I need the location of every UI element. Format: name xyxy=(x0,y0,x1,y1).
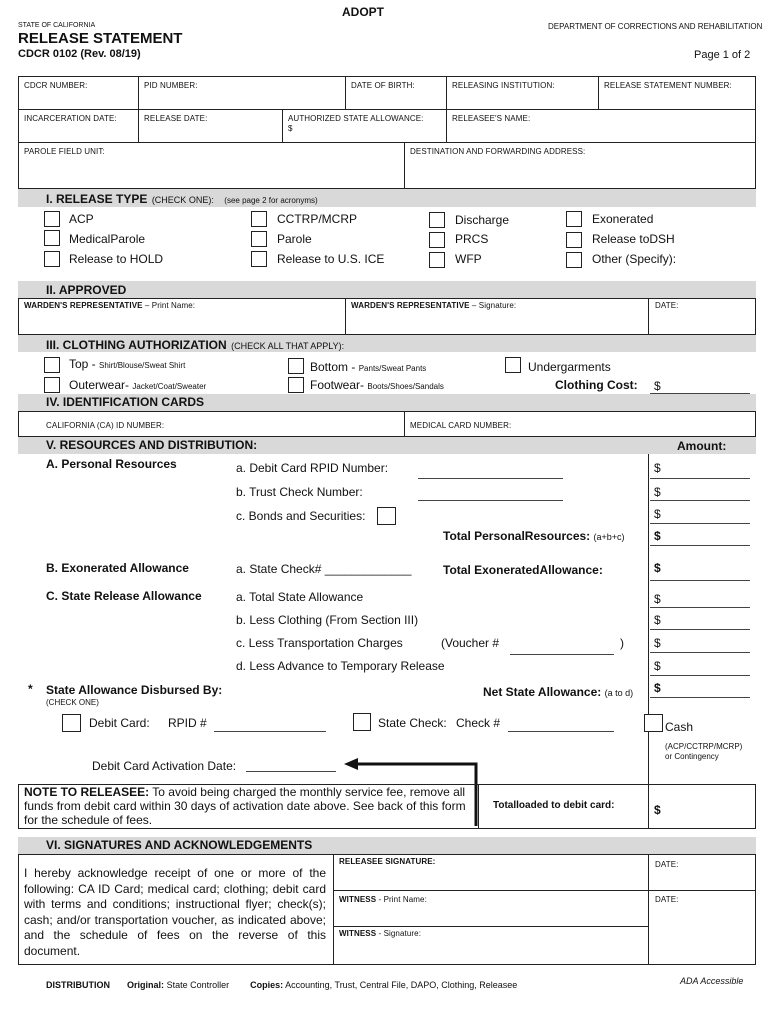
voucher-close: ) xyxy=(620,636,624,650)
section-clothing-check-all: (CHECK ALL THAT APPLY): xyxy=(231,341,345,351)
amount-cc-dollar: $ xyxy=(654,636,661,650)
label-release-to-dsh: Release toDSH xyxy=(592,232,675,246)
amount-ca-dollar: $ xyxy=(654,592,661,606)
amount-cc-input[interactable] xyxy=(650,652,750,653)
checkbox-medical-parole[interactable] xyxy=(44,230,60,246)
top-fields-grid xyxy=(18,76,756,189)
debit-card-label: Debit Card: xyxy=(89,716,150,730)
approved-date-field[interactable]: DATE: xyxy=(655,301,679,310)
cash-note-1: (ACP/CCTRP/MCRP) xyxy=(665,742,743,751)
less-clothing-label: b. Less Clothing (From Section III) xyxy=(236,613,419,627)
less-transportation-label: c. Less Transportation Charges xyxy=(236,636,403,650)
label-bottom: Bottom - Pants/Sweat Pants xyxy=(310,360,427,374)
net-state-allowance-dollar: $ xyxy=(654,681,661,695)
warden-print-name-field[interactable]: WARDEN'S REPRESENTATIVE – Print Name: xyxy=(24,301,196,310)
acknowledgement-text: I hereby acknowledge receipt of one or more of the following: CA ID Card; medical card; clothing; debit card with terms and conditions; instructional flyer; check(s); cash; and/or transportation voucher, as indicated above; and the schedule of fees on the reverse of this document. xyxy=(24,866,326,958)
state-release-allowance-label: C. State Release Allowance xyxy=(46,589,202,603)
checkbox-outerwear[interactable] xyxy=(44,377,60,393)
total-exonerated-input[interactable] xyxy=(650,580,750,581)
total-personal-dollar: $ xyxy=(654,529,661,543)
checkbox-discharge[interactable] xyxy=(429,212,445,228)
section-clothing-title: III. CLOTHING AUTHORIZATION xyxy=(46,338,227,352)
debit-card-rpid-input[interactable] xyxy=(418,478,563,479)
net-state-allowance-input[interactable] xyxy=(650,697,750,698)
amount-b-dollar: $ xyxy=(654,485,661,499)
label-parole: Parole xyxy=(277,232,312,246)
section-signatures-title: VI. SIGNATURES AND ACKNOWLEDGEMENTS xyxy=(46,838,313,852)
amount-c-input[interactable] xyxy=(650,523,750,524)
label-medical-parole: MedicalParole xyxy=(69,232,146,246)
checkbox-debit-card[interactable] xyxy=(62,714,81,732)
warden-signature-field[interactable]: WARDEN'S REPRESENTATIVE – Signature: xyxy=(351,301,517,310)
cdcr-number-field[interactable]: CDCR NUMBER: xyxy=(24,81,88,90)
cash-note-2: or Contingency xyxy=(665,752,719,761)
label-wfp: WFP xyxy=(455,252,482,266)
checkbox-state-check[interactable] xyxy=(353,713,371,731)
adopt-label: ADOPT xyxy=(342,5,384,19)
total-loaded-label: Totalloaded to debit card: xyxy=(493,800,615,811)
section-release-type-check-one: (CHECK ONE): xyxy=(151,195,214,205)
disbursed-star: * xyxy=(28,682,33,696)
checkbox-bonds-securities[interactable] xyxy=(377,507,396,525)
label-acp: ACP xyxy=(69,212,94,226)
personal-resources-label: A. Personal Resources xyxy=(46,457,177,471)
amount-header: Amount: xyxy=(677,439,727,453)
voucher-label: (Voucher # xyxy=(441,636,500,650)
label-discharge: Discharge xyxy=(455,213,510,227)
checkbox-wfp[interactable] xyxy=(429,252,445,268)
amount-c-dollar: $ xyxy=(654,507,661,521)
release-date-field[interactable]: RELEASE DATE: xyxy=(144,114,208,123)
clothing-cost-label: Clothing Cost: xyxy=(555,378,638,392)
state-check-number-label: a. State Check# _____________ xyxy=(236,562,412,576)
state-check-label: State Check: xyxy=(378,716,447,730)
department-label: DEPARTMENT OF CORRECTIONS AND REHABILITATION xyxy=(548,22,763,31)
rpid-label: RPID # xyxy=(168,716,207,730)
checkbox-release-to-hold[interactable] xyxy=(44,251,60,267)
section-approved-header xyxy=(18,281,756,299)
releasee-date-field[interactable]: DATE: xyxy=(655,860,679,869)
label-other: Other (Specify): xyxy=(592,252,677,266)
ada-accessible-label: ADA Accessible xyxy=(680,976,744,986)
checkbox-release-to-ice[interactable] xyxy=(251,251,267,267)
trust-check-input[interactable] xyxy=(418,500,563,501)
total-exonerated-dollar: $ xyxy=(654,561,661,575)
date-of-birth-field[interactable]: DATE OF BIRTH: xyxy=(351,81,415,90)
label-footwear: Footwear- Boots/Shoes/Sandals xyxy=(310,378,444,392)
label-outerwear: Outerwear- Jacket/Coat/Sweater xyxy=(69,378,207,392)
page-number: Page 1 of 2 xyxy=(694,49,751,61)
amount-a-input[interactable] xyxy=(650,478,750,479)
allowance-dollar: $ xyxy=(288,124,293,133)
check-number-input[interactable] xyxy=(508,731,614,732)
checkbox-cctrp-mcrp[interactable] xyxy=(251,211,267,227)
destination-address-field[interactable]: DESTINATION AND FORWARDING ADDRESS: xyxy=(410,147,586,156)
amount-b-input[interactable] xyxy=(650,500,750,501)
parole-field-unit-field[interactable]: PAROLE FIELD UNIT: xyxy=(24,147,105,156)
exonerated-allowance-label: B. Exonerated Allowance xyxy=(46,561,189,575)
state-label: STATE OF CALIFORNIA xyxy=(18,22,96,29)
amount-cd-input[interactable] xyxy=(650,675,750,676)
form-title: RELEASE STATEMENT xyxy=(18,30,183,47)
voucher-input[interactable] xyxy=(510,654,614,655)
release-statement-number-field[interactable]: RELEASE STATEMENT NUMBER: xyxy=(604,81,732,90)
releasing-institution-field[interactable]: RELEASING INSTITUTION: xyxy=(452,81,555,90)
checkbox-acp[interactable] xyxy=(44,211,60,227)
distribution-footer: DISTRIBUTION Original: State Controller Copies: Accounting, Trust, Central File, DAPO, Clothing, Releasee xyxy=(46,980,518,990)
label-release-to-hold: Release to HOLD xyxy=(69,252,164,266)
witness-signature-field[interactable]: WITNESS - Signature: xyxy=(339,929,422,938)
checkbox-release-to-dsh[interactable] xyxy=(566,232,582,248)
trust-check-label: b. Trust Check Number: xyxy=(236,485,363,499)
debit-card-rpid-label: a. Debit Card RPID Number: xyxy=(236,461,389,475)
label-exonerated: Exonerated xyxy=(592,212,654,226)
checkbox-parole[interactable] xyxy=(251,231,267,247)
total-personal-resources-label: Total PersonalResources: (a+b+c) xyxy=(443,529,625,543)
releasee-signature-field[interactable]: RELEASEE SIGNATURE: xyxy=(339,857,436,866)
rpid-input[interactable] xyxy=(214,731,326,732)
check-number-label: Check # xyxy=(456,716,501,730)
activation-date-input[interactable] xyxy=(246,771,336,772)
amount-cb-input[interactable] xyxy=(650,629,750,630)
medical-card-number-field[interactable]: MEDICAL CARD NUMBER: xyxy=(410,421,512,430)
form-id: CDCR 0102 (Rev. 08/19) xyxy=(18,48,141,60)
state-allowance-disbursed-label: State Allowance Disbursed By: xyxy=(46,683,223,697)
section-approved-title: II. APPROVED xyxy=(46,283,127,297)
checkbox-top[interactable] xyxy=(44,357,60,373)
checkbox-footwear[interactable] xyxy=(288,377,304,393)
incarceration-date-field[interactable]: INCARCERATION DATE: xyxy=(24,114,117,123)
checkbox-bottom[interactable] xyxy=(288,358,304,374)
amount-cb-dollar: $ xyxy=(654,613,661,627)
label-undergarments: Undergarments xyxy=(528,360,611,374)
amount-ca-input[interactable] xyxy=(650,607,750,608)
checkbox-undergarments[interactable] xyxy=(505,357,521,373)
total-state-allowance-label: a. Total State Allowance xyxy=(236,590,364,604)
pid-number-field[interactable]: PID NUMBER: xyxy=(144,81,198,90)
authorized-state-allowance-field[interactable]: AUTHORIZED STATE ALLOWANCE: xyxy=(288,114,424,123)
checkbox-cash[interactable] xyxy=(644,714,663,732)
net-state-allowance-label: Net State Allowance: (a to d) xyxy=(483,685,634,699)
section-release-type-title: I. RELEASE TYPE xyxy=(46,192,148,206)
witness-print-name-field[interactable]: WITNESS - Print Name: xyxy=(339,895,427,904)
witness-date-field[interactable]: DATE: xyxy=(655,895,679,904)
section-id-cards-title: IV. IDENTIFICATION CARDS xyxy=(46,395,205,409)
total-exonerated-label: Total ExoneratedAllowance: xyxy=(443,563,603,577)
checkbox-prcs[interactable] xyxy=(429,232,445,248)
less-advance-label: d. Less Advance to Temporary Release xyxy=(236,659,445,673)
bonds-securities-label: c. Bonds and Securities: xyxy=(236,509,366,523)
amount-cd-dollar: $ xyxy=(654,659,661,673)
cash-label: Cash xyxy=(665,720,694,734)
releasee-name-field[interactable]: RELEASEE'S NAME: xyxy=(452,114,531,123)
section-release-type-note: (see page 2 for acronyms) xyxy=(224,196,318,205)
label-release-to-ice: Release to U.S. ICE xyxy=(277,252,385,266)
checkbox-exonerated[interactable] xyxy=(566,211,582,227)
ca-id-number-field[interactable]: CALIFORNIA (CA) ID NUMBER: xyxy=(46,421,165,430)
note-to-releasee: NOTE TO RELEASEE: To avoid being charged the monthly service fee, remove all funds from debit card within 30 days of activation date above. See back of this form for the schedule of fees. xyxy=(24,785,466,827)
label-prcs: PRCS xyxy=(455,232,489,246)
amount-a-dollar: $ xyxy=(654,461,661,475)
section-resources-title: V. RESOURCES AND DISTRIBUTION: xyxy=(46,438,258,452)
activation-date-label: Debit Card Activation Date: xyxy=(92,759,237,773)
label-top: Top - Shirt/Blouse/Sweat Shirt xyxy=(69,357,186,371)
total-loaded-dollar: $ xyxy=(654,803,661,817)
checkbox-other[interactable] xyxy=(566,252,582,268)
disbursed-check-one: (CHECK ONE) xyxy=(46,698,99,707)
clothing-cost-dollar: $ xyxy=(654,379,661,393)
label-cctrp-mcrp: CCTRP/MCRP xyxy=(277,212,357,226)
total-personal-input[interactable] xyxy=(650,545,750,546)
